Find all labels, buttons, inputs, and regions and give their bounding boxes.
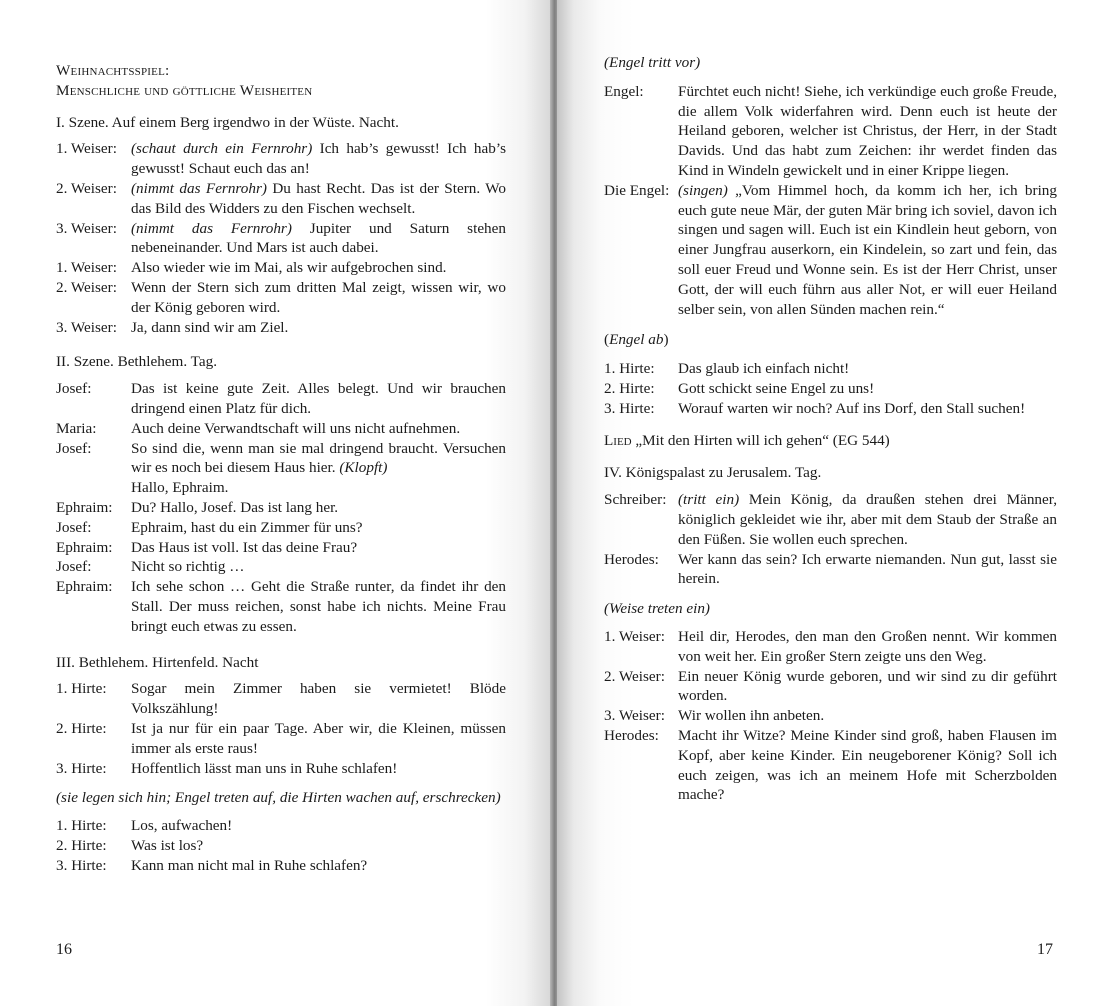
speaker: 3. Weiser: bbox=[56, 318, 117, 336]
line-text: Wenn der Stern sich zum dritten Mal zeigt, wissen wir, wo der König geboren wird. bbox=[131, 278, 506, 316]
dialogue-line bbox=[56, 498, 506, 518]
speaker: 3. Hirte: bbox=[56, 856, 107, 874]
dialogue-line bbox=[604, 359, 1057, 379]
speaker: Die Engel: bbox=[604, 181, 670, 199]
speaker: Ephraim: bbox=[56, 578, 113, 596]
page-number: 16 bbox=[56, 941, 72, 958]
dialogue-line bbox=[604, 490, 1057, 549]
shepherds-dialogue bbox=[604, 359, 1057, 418]
stage-direction: (nimmt das Fernrohr) bbox=[131, 179, 267, 197]
speaker: 1. Weiser: bbox=[56, 140, 117, 158]
dialogue-line bbox=[56, 258, 506, 278]
speaker: 3. Weiser: bbox=[604, 707, 665, 725]
line-text: Nicht so richtig … bbox=[131, 558, 245, 576]
scene-1-dialogue bbox=[56, 139, 506, 337]
line-text: Los, aufwachen! bbox=[131, 817, 233, 835]
scene-2-heading: II. Szene. Bethlehem. Tag. bbox=[56, 353, 218, 371]
speaker: 2. Hirte: bbox=[56, 836, 107, 854]
speaker: 3. Weiser: bbox=[56, 219, 117, 237]
line-text: Sogar mein Zimmer haben sie vermietet! Blöde Volkszählung! bbox=[131, 680, 506, 718]
speaker: Josef: bbox=[56, 380, 92, 398]
line-text: Jupiter und Saturn stehen nebeneinander. Und Mars ist auch dabei. bbox=[131, 219, 506, 257]
line-text: Worauf warten wir noch? Auf ins Dorf, den Stall suchen! bbox=[678, 399, 1026, 417]
line-text: Was ist los? bbox=[131, 836, 204, 854]
speaker: 2. Weiser: bbox=[56, 278, 117, 296]
dialogue-line bbox=[56, 557, 506, 577]
dialogue-line bbox=[56, 139, 506, 179]
dialogue-line bbox=[56, 577, 506, 636]
dialogue-line bbox=[56, 538, 506, 558]
speaker: 3. Hirte: bbox=[56, 759, 107, 777]
dialogue-line bbox=[56, 219, 506, 259]
line-text: Ist ja nur für ein paar Tage. Aber wir, die Kleinen, müssen immer als erste raus! bbox=[131, 719, 506, 757]
dialogue-line bbox=[56, 518, 506, 538]
dialogue-line bbox=[604, 627, 1057, 667]
line-text: Wer kann das sein? Ich erwarte niemanden. Nun gut, lasst sie herein. bbox=[678, 550, 1057, 588]
play-subtitle: Menschliche und göttliche Weisheiten bbox=[56, 81, 313, 99]
line-text: Mein König, da draußen stehen drei Männer, königlich gekleidet wie ihr, aber mit dem Staub der Straße an den Füßen. Sie wollen euch sprechen. bbox=[678, 491, 1057, 548]
dialogue-line bbox=[604, 550, 1057, 590]
dialogue-line bbox=[604, 706, 1057, 726]
speaker: Maria: bbox=[56, 419, 97, 437]
line-text: Also wieder wie im Mai, als wir aufgebrochen sind. bbox=[131, 259, 447, 277]
line-text: Wir wollen ihn anbeten. bbox=[678, 707, 825, 725]
dialogue-line bbox=[56, 318, 506, 338]
scene-3-dialogue-2 bbox=[56, 816, 506, 875]
dialogue-line bbox=[56, 419, 506, 439]
song-title: „Mit den Hirten will ich gehen“ (EG 544) bbox=[631, 431, 890, 449]
speaker: 1. Hirte: bbox=[56, 817, 107, 835]
angel-dialogue bbox=[604, 82, 1057, 320]
stage-direction: (Engel tritt vor) bbox=[604, 54, 701, 71]
line-text: Heil dir, Herodes, den man den Großen nennt. Wir kommen von weit her. Ein großer Stern zeigte uns den Weg. bbox=[678, 627, 1057, 665]
page-number: 17 bbox=[1037, 941, 1053, 958]
scene-1-heading: I. Szene. Auf einem Berg irgendwo in der Wüste. Nacht. bbox=[56, 113, 399, 131]
dialogue-line bbox=[604, 181, 1057, 320]
left-page-text bbox=[56, 61, 506, 875]
song-label: Lied bbox=[604, 431, 632, 449]
dialogue-line bbox=[56, 439, 506, 498]
dialogue-line bbox=[604, 82, 1057, 181]
speaker: Ephraim: bbox=[56, 538, 113, 556]
line-text: Gott schickt seine Engel zu uns! bbox=[678, 379, 875, 397]
line-text: Das glaub ich einfach nicht! bbox=[678, 360, 850, 378]
line-text: Ja, dann sind wir am Ziel. bbox=[131, 318, 289, 336]
line-text: Du hast Recht. Das ist der Stern. Wo das Bild des Widders zu den Fischen wechselt. bbox=[131, 179, 506, 217]
dialogue-line bbox=[56, 759, 506, 779]
line-text: Kann man nicht mal in Ruhe schlafen? bbox=[131, 856, 368, 874]
song-reference bbox=[604, 431, 1057, 451]
speaker: Josef: bbox=[56, 518, 92, 536]
speaker: 2. Weiser: bbox=[56, 179, 117, 197]
line-text: Ephraim, hast du ein Zimmer für uns? bbox=[131, 518, 363, 536]
speaker: Josef: bbox=[56, 558, 92, 576]
dialogue-line bbox=[56, 816, 506, 836]
line-text-continued: Hallo, Ephraim. bbox=[131, 479, 229, 497]
scene-4-dialogue-2 bbox=[604, 627, 1057, 805]
scene-4-dialogue bbox=[604, 490, 1057, 589]
line-text: Fürchtet euch nicht! Siehe, ich verkündige euch große Freude, die allem Volk widerfahren wird. Denn euch ist heute der Heiland geboren, welcher ist Christus, der Herr, in der Stadt Davids. Und das habt zum Zeichen: ihr werdet finden das Kind in Windeln gewickelt und in einer Krippe liegen. bbox=[678, 82, 1057, 179]
scene-2-dialogue bbox=[56, 379, 506, 636]
speaker: 2. Hirte: bbox=[604, 379, 655, 397]
line-text: Du? Hallo, Josef. Das ist lang her. bbox=[131, 498, 339, 516]
line-text: Ich hab’s gewusst! Ich hab’s gewusst! Schaut euch das an! bbox=[131, 140, 506, 178]
dialogue-line bbox=[56, 679, 506, 719]
dialogue-line bbox=[56, 719, 506, 759]
dialogue-line bbox=[56, 379, 506, 419]
line-text: Ein neuer König wurde geboren, und wir sind zu dir geführt worden. bbox=[678, 667, 1057, 705]
speaker: 1. Weiser: bbox=[56, 259, 117, 277]
speaker: 2. Hirte: bbox=[56, 719, 107, 737]
speaker: Herodes: bbox=[604, 726, 659, 744]
speaker: Josef: bbox=[56, 439, 92, 457]
speaker: Schreiber: bbox=[604, 491, 667, 509]
stage-direction: (singen) bbox=[678, 181, 728, 199]
stage-direction: (schaut durch ein Fernrohr) bbox=[131, 140, 313, 158]
line-text: Auch deine Verwandtschaft will uns nicht aufnehmen. bbox=[131, 419, 461, 437]
speaker: Herodes: bbox=[604, 550, 659, 568]
dialogue-line bbox=[56, 836, 506, 856]
stage-direction: (Klopft) bbox=[339, 459, 388, 477]
stage-direction-text: Engel ab bbox=[609, 331, 664, 349]
right-page-text bbox=[604, 53, 1057, 805]
speaker: Engel: bbox=[604, 82, 644, 100]
speaker: 1. Hirte: bbox=[604, 360, 655, 378]
left-page bbox=[0, 0, 552, 1006]
line-text: Hoffentlich lässt man uns in Ruhe schlafen! bbox=[131, 759, 398, 777]
stage-direction: (nimmt das Fernrohr) bbox=[131, 219, 292, 237]
stage-direction: (tritt ein) bbox=[678, 491, 740, 509]
speaker: 1. Hirte: bbox=[56, 680, 107, 698]
stage-direction-exit: (Engel ab) bbox=[604, 331, 669, 349]
right-page bbox=[557, 0, 1109, 1006]
line-text: Macht ihr Witze? Meine Kinder sind groß, haben Flausen im Kopf, aber keine Kinder. Ein neugeborener König? Soll ich euch zeigen, was ich an meinem Hofe mit Scherzbolden mache? bbox=[678, 726, 1057, 804]
dialogue-line bbox=[604, 379, 1057, 399]
speaker: 1. Weiser: bbox=[604, 627, 665, 645]
dialogue-line bbox=[56, 179, 506, 219]
scene-4-heading: IV. Königspalast zu Jerusalem. Tag. bbox=[604, 464, 822, 482]
line-text: Das ist keine gute Zeit. Alles belegt. Und wir brauchen dringend einen Platz für dich. bbox=[131, 380, 506, 417]
dialogue-line bbox=[604, 726, 1057, 805]
dialogue-line bbox=[604, 399, 1057, 419]
line-text: Das Haus ist voll. Ist das deine Frau? bbox=[131, 538, 358, 556]
dialogue-line bbox=[604, 667, 1057, 707]
stage-direction: (Weise treten ein) bbox=[604, 600, 710, 618]
stage-direction: (sie legen sich hin; Engel treten auf, die Hirten wachen auf, erschrecken) bbox=[56, 789, 501, 807]
play-title: Weihnachtsspiel: bbox=[56, 62, 170, 79]
line-text: „Vom Himmel hoch, da komm ich her, ich bring euch gute neue Mär, der guten Mär bring ich soviel, davon ich singen und sagen will. Euch ist ein Kindlein heut geborn, von einer Jungfrau auserkorn, ein Kindelein, so zart und fein, das soll euer Freud und Wonne sein. Es ist der Herr Christ, unser Gott, der will euch führn aus aller Not, er will euer Heiland selber sein, von allen Sünden machen rein.“ bbox=[678, 181, 1057, 318]
speaker: Ephraim: bbox=[56, 498, 113, 516]
line-text: So sind die, wenn man sie mal dringend braucht. Versuchen wir es noch bei diesem Haus hier. bbox=[131, 439, 506, 477]
dialogue-line bbox=[56, 856, 506, 876]
scene-3-dialogue bbox=[56, 679, 506, 778]
scene-3-heading: III. Bethlehem. Hirtenfeld. Nacht bbox=[56, 653, 259, 671]
dialogue-line bbox=[56, 278, 506, 318]
speaker: 2. Weiser: bbox=[604, 667, 665, 685]
line-text: Ich sehe schon … Geht die Straße runter, da findet ihr den Stall. Der muss reichen, sonst habe ich nichts. Meine Frau bringt euch etwas zu essen. bbox=[131, 578, 506, 635]
speaker: 3. Hirte: bbox=[604, 399, 655, 417]
